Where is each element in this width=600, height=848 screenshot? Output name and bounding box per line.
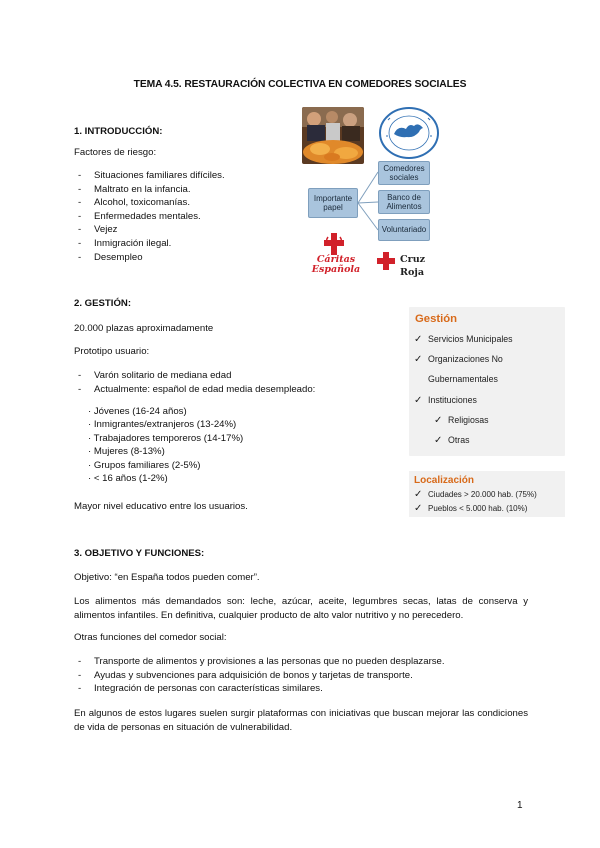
section-heading-objetivo: 3. OBJETIVO Y FUNCIONES: xyxy=(74,548,205,559)
list-item: - Alcohol, toxicomanías. xyxy=(78,197,225,211)
list-item: · Trabajadores temporeros (14-17%) xyxy=(88,432,244,444)
cruz-roja-name: Cruz Roja xyxy=(400,254,426,278)
gestion-item-label: Instituciones xyxy=(428,395,477,405)
risk-factors-list xyxy=(78,170,225,265)
document-title: TEMA 4.5. RESTAURACIÓN COLECTIVA EN COMEDORES SOCIALES xyxy=(133,79,467,90)
localizacion-item-label: Ciudades > 20.000 hab. (75%) xyxy=(428,490,537,499)
prototipo-label: Prototipo usuario: xyxy=(74,346,150,357)
user-groups-list xyxy=(88,406,243,486)
gestion-item-label: Servicios Municipales xyxy=(428,334,513,344)
localizacion-item xyxy=(414,488,537,502)
list-item: · Jóvenes (16-24 años) xyxy=(88,406,187,417)
caritas-name-line2: Española xyxy=(311,264,361,275)
section-heading-introduccion: 1. INTRODUCCIÓN: xyxy=(74,126,163,137)
list-item: - Inmigración ilegal. xyxy=(78,238,225,252)
funciones-list xyxy=(78,656,445,697)
plazas-text: 20.000 plazas aproximadamente xyxy=(74,323,214,334)
food-bank-logo xyxy=(378,106,440,160)
check-icon: ✓ xyxy=(414,334,423,345)
gestion-panel-title: Gestión xyxy=(415,313,458,325)
gestion-item-label: Organizaciones No xyxy=(428,354,503,364)
list-item: - Transporte de alimentos y provisiones a las personas que no pueden desplazarse. xyxy=(78,656,445,670)
gestion-item-label: Otras xyxy=(448,435,470,445)
prototipo-list xyxy=(78,370,315,397)
gestion-item-label: Religiosas xyxy=(448,415,489,425)
list-item: - Actualmente: español de edad media desempleado: xyxy=(78,384,315,398)
gestion-subitem xyxy=(434,414,489,428)
soup-kitchen-photo xyxy=(302,107,364,164)
caritas-cross-icon xyxy=(323,232,345,256)
diagram-branch-voluntariado: Voluntariado xyxy=(378,219,430,241)
risk-factors-label: Factores de riesgo: xyxy=(74,147,157,158)
list-item: - Integración de personas con características similares. xyxy=(78,683,445,697)
nivel-educativo-text: Mayor nivel educativo entre los usuarios. xyxy=(74,501,248,512)
otras-funciones-label: Otras funciones del comedor social: xyxy=(74,632,227,643)
gestion-item xyxy=(414,353,503,367)
gestion-subitem xyxy=(434,434,470,448)
section-heading-gestion: 2. GESTIÓN: xyxy=(74,298,132,309)
gestion-item xyxy=(414,333,513,347)
cruz-roja-logo xyxy=(376,250,446,278)
check-icon: ✓ xyxy=(414,395,423,406)
list-item: · Grupos familiares (2-5%) xyxy=(88,459,201,471)
list-item: · Mujeres (8-13%) xyxy=(88,446,165,458)
list-item: - Varón solitario de mediana edad xyxy=(78,370,315,384)
list-item: - Vejez xyxy=(78,224,225,238)
list-item: - Ayudas y subvenciones para adquisición de bonos y tarjetas de transporte. xyxy=(78,670,445,684)
caritas-logo xyxy=(301,232,371,278)
caritas-name-line1: Cáritas xyxy=(316,254,356,265)
localizacion-item xyxy=(414,502,527,516)
red-cross-icon xyxy=(376,251,396,271)
gestion-item-continuation: Gubernamentales xyxy=(428,374,498,384)
localizacion-panel-title: Localización xyxy=(414,475,475,486)
list-item: · < 16 años (1-2%) xyxy=(88,472,168,484)
check-icon: ✓ xyxy=(414,503,423,514)
localizacion-item-label: Pueblos < 5.000 hab. (10%) xyxy=(428,504,528,513)
diagram-branch-comedores: Comedores sociales xyxy=(378,161,430,185)
objetivo-text: Objetivo: “en España todos pueden comer”. xyxy=(74,572,260,583)
check-icon: ✓ xyxy=(434,435,443,446)
check-icon: ✓ xyxy=(434,415,443,426)
diagram-center-box: Importante papel xyxy=(308,188,358,218)
diagram-branch-banco: Banco de Alimentos xyxy=(378,190,430,214)
list-item: - Situaciones familiares difíciles. xyxy=(78,170,225,184)
list-item: - Desempleo xyxy=(78,252,225,266)
check-icon: ✓ xyxy=(414,354,423,365)
page-number: 1 xyxy=(517,800,523,811)
alimentos-paragraph: Los alimentos más demandados son: leche, azúcar, aceite, legumbres secas, latas de conserva y alimentos infantiles. En definitiva, cualquier producto de alto valor nutritivo y no perecedero. xyxy=(74,596,528,621)
list-item: · Inmigrantes/extranjeros (13-24%) xyxy=(88,419,237,431)
check-icon: ✓ xyxy=(414,489,423,500)
gestion-item xyxy=(414,394,477,408)
list-item: - Enfermedades mentales. xyxy=(78,211,225,225)
list-item: - Maltrato en la infancia. xyxy=(78,184,225,198)
plataformas-paragraph: En algunos de estos lugares suelen surgir plataformas con iniciativas que buscan mejorar las condiciones de vida de personas en situación de vulnerabilidad. xyxy=(74,708,528,733)
